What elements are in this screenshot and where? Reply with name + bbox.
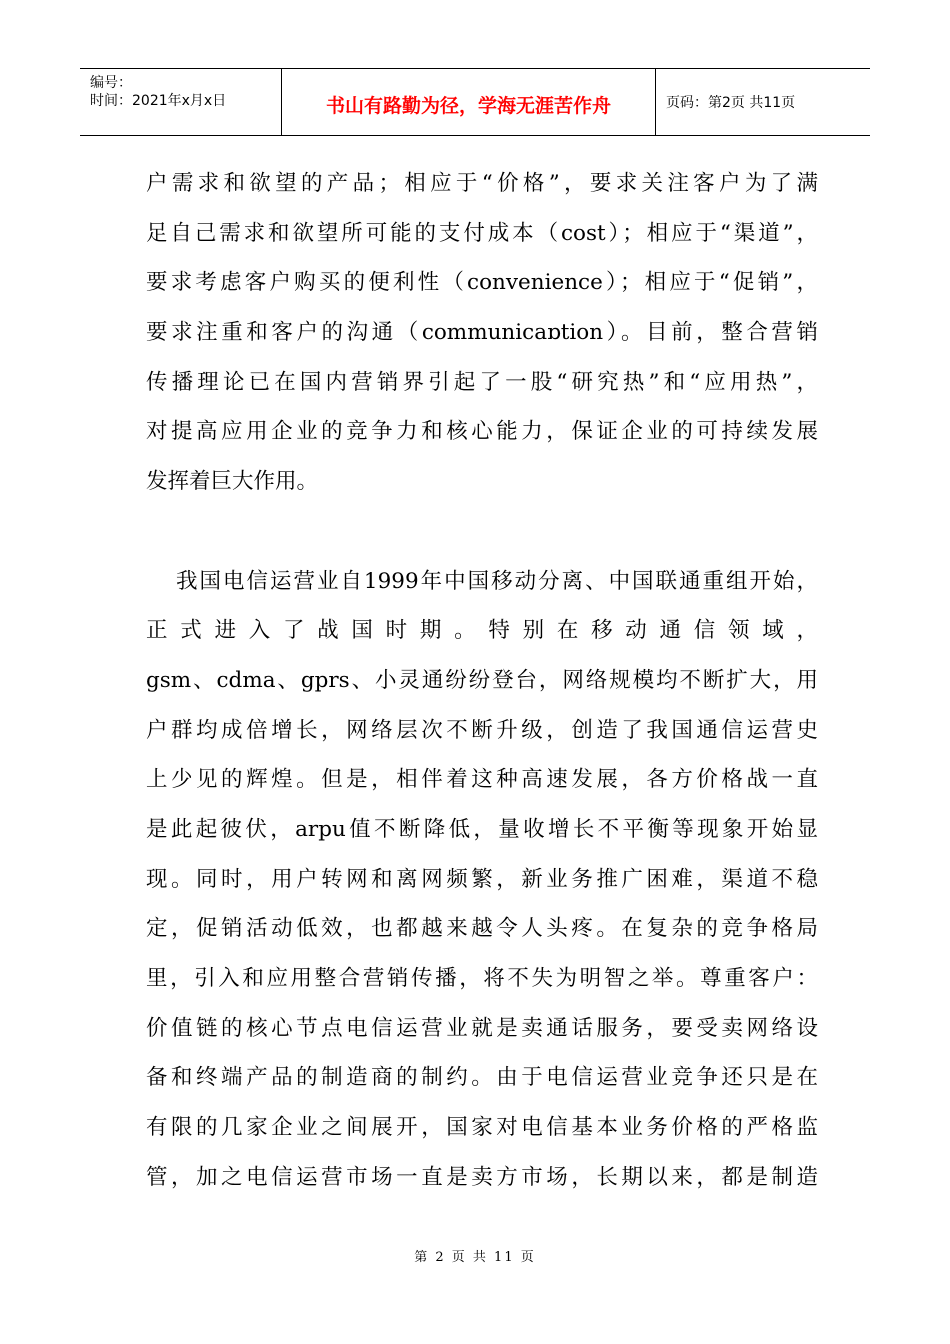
header-page-cell	[656, 69, 870, 135]
header-motto-cell	[282, 69, 656, 135]
paragraph-line: 正式进入了战国时期。特别在移动通信领域，	[146, 618, 818, 644]
paragraph-line: 价值链的核心节点电信运营业就是卖通话服务，要受卖网络设	[146, 1015, 818, 1041]
header-meta-cell	[80, 69, 282, 135]
paragraph-line: 发挥着巨大作用。	[146, 469, 319, 495]
paragraph-line: 传播理论已在国内营销界引起了一股“研究热”和“应用热”，	[146, 369, 818, 395]
paragraph-line: 户群均成倍增长，网络层次不断升级，创造了我国通信运营史	[146, 717, 818, 743]
paragraph-line: 对提高应用企业的竞争力和核心能力，保证企业的可持续发展	[146, 419, 818, 445]
paragraph-line: 是此起彼伏，arpu值不断降低，量收增长不平衡等现象开始显	[146, 816, 818, 842]
paragraph-line: gsm、cdma、gprs、小灵通纷纷登台，网络规模均不断扩大，用	[146, 667, 818, 693]
page-header	[80, 68, 870, 136]
document-number-label: 编号：	[90, 75, 132, 91]
header-page-info: 页码：第2页 共11页	[666, 95, 796, 111]
paragraph-line: 现。同时，用户转网和离网频繁，新业务推广困难，渠道不稳	[146, 866, 818, 892]
paragraph-2	[146, 564, 818, 1210]
paragraph-line: 里，引入和应用整合营销传播，将不失为明智之举。尊重客户：	[146, 966, 818, 991]
paragraph-1	[146, 166, 818, 514]
paragraph-line: 备和终端产品的制造商的制约。由于电信运营业竞争还只是在	[146, 1065, 818, 1091]
paragraph-line: 上少见的辉煌。但是，相伴着这种高速发展，各方价格战一直	[146, 767, 818, 793]
paragraph-line: 户需求和欲望的产品；相应于“价格”，要求关注客户为了满	[146, 171, 818, 196]
document-body	[146, 166, 818, 1209]
paragraph-line: 定，促销活动低效，也都越来越令人头疼。在复杂的竞争格局	[146, 916, 818, 942]
paragraph-line: 管，加之电信运营市场一直是卖方市场，长期以来，都是制造	[146, 1164, 818, 1190]
paragraph-spacer	[146, 514, 818, 564]
paragraph-line: 有限的几家企业之间展开，国家对电信基本业务价格的严格监	[146, 1115, 818, 1141]
paragraph-line: 足自己需求和欲望所可能的支付成本（cost）；相应于“渠道”，	[146, 220, 818, 246]
paragraph-line: 我国电信运营业自1999年中国移动分离、中国联通重组开始，	[176, 568, 818, 594]
header-motto: 书山有路勤为径，学海无涯苦作舟	[325, 95, 611, 117]
page-footer: 第 2 页 共 11 页	[414, 1250, 536, 1265]
paragraph-line: 要求考虑客户购买的便利性（convenience）；相应于“促销”，	[146, 270, 818, 296]
paragraph-line: 要求注重和客户的沟通（communicaɒtion）。目前，整合营销	[146, 320, 818, 346]
document-time-label: 时间：2021年x月x日	[90, 93, 227, 109]
